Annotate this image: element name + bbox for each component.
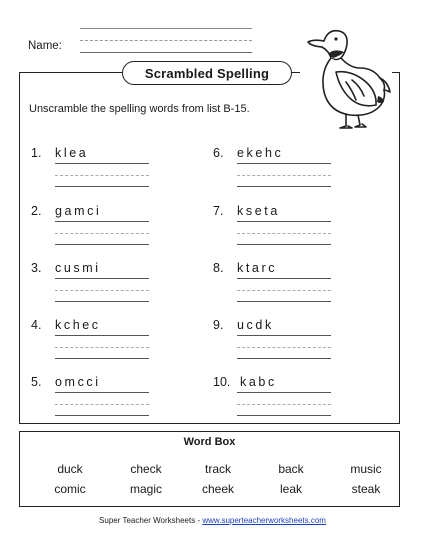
item-number: 10. <box>213 375 231 389</box>
answer-line[interactable] <box>55 221 149 222</box>
answer-line[interactable] <box>55 244 149 245</box>
list-item <box>213 375 373 431</box>
answer-line[interactable] <box>55 278 149 279</box>
list-item <box>213 261 373 317</box>
answer-line[interactable] <box>55 415 149 416</box>
item-number: 9. <box>213 318 224 332</box>
name-label: Name: <box>28 40 62 52</box>
answer-line[interactable] <box>55 301 149 302</box>
word-box-word: track <box>204 462 231 476</box>
list-item <box>31 318 191 374</box>
word-box-word: cheek <box>201 482 235 496</box>
answer-line[interactable] <box>55 358 149 359</box>
answer-guide-line <box>237 233 331 234</box>
answer-guide-line <box>55 175 149 176</box>
answer-line[interactable] <box>55 335 149 336</box>
list-item <box>213 318 373 374</box>
item-number: 7. <box>213 204 224 218</box>
scrambled-word: gamci <box>55 204 102 218</box>
word-box-word: comic <box>54 482 86 496</box>
answer-line[interactable] <box>237 358 331 359</box>
word-box-title: Word Box <box>183 436 236 448</box>
list-item <box>31 375 191 431</box>
answer-guide-line <box>55 404 149 405</box>
answer-guide-line <box>55 290 149 291</box>
answer-line[interactable] <box>237 186 331 187</box>
word-box-word: back <box>278 462 304 476</box>
item-number: 8. <box>213 261 224 275</box>
item-number: 6. <box>213 146 224 160</box>
scrambled-word: kseta <box>237 204 280 218</box>
answer-line[interactable] <box>237 415 331 416</box>
answer-guide-line <box>55 347 149 348</box>
instructions: Unscramble the spelling words from list B-15. <box>29 103 250 115</box>
answer-line[interactable] <box>55 186 149 187</box>
word-box-word: check <box>130 462 162 476</box>
list-item <box>31 261 191 317</box>
answer-guide-line <box>237 347 331 348</box>
item-number: 1. <box>31 146 42 160</box>
item-number: 3. <box>31 261 42 275</box>
word-box-word: music <box>350 462 382 476</box>
list-item <box>31 204 191 260</box>
scrambled-word: omcci <box>55 375 101 389</box>
word-box-word: magic <box>129 482 162 496</box>
name-line-mid <box>80 40 252 41</box>
answer-line[interactable] <box>237 392 331 393</box>
word-box-word: leak <box>279 482 302 496</box>
scrambled-word: ekehc <box>237 146 284 160</box>
answer-guide-line <box>237 290 331 291</box>
scrambled-word: klea <box>55 146 89 160</box>
answer-line[interactable] <box>237 221 331 222</box>
scrambled-word: ktarc <box>237 261 278 275</box>
answer-line[interactable] <box>237 244 331 245</box>
scrambled-word: kabc <box>240 375 277 389</box>
footer-text: Super Teacher Worksheets - <box>99 516 203 525</box>
footer-link[interactable]: www.superteacherworksheets.com <box>202 516 326 525</box>
item-number: 4. <box>31 318 42 332</box>
word-box-word: steak <box>351 482 381 496</box>
item-number: 5. <box>31 375 42 389</box>
scrambled-word: ucdk <box>237 318 274 332</box>
answer-line[interactable] <box>237 163 331 164</box>
worksheet-title-text: Scrambled Spelling <box>144 65 270 81</box>
scrambled-word: cusmi <box>55 261 101 275</box>
footer <box>0 516 425 525</box>
answer-guide-line <box>237 404 331 405</box>
list-item <box>213 146 373 202</box>
answer-guide-line <box>237 175 331 176</box>
answer-line[interactable] <box>55 392 149 393</box>
item-number: 2. <box>31 204 42 218</box>
list-item <box>31 146 191 202</box>
worksheet-title <box>122 61 292 85</box>
answer-line[interactable] <box>55 163 149 164</box>
name-line-top <box>80 28 252 29</box>
word-box-word: duck <box>57 462 83 476</box>
list-item <box>213 204 373 260</box>
answer-line[interactable] <box>237 335 331 336</box>
name-field[interactable] <box>80 52 252 53</box>
scrambled-word: kchec <box>55 318 101 332</box>
title-tick-left <box>110 72 118 73</box>
answer-line[interactable] <box>237 278 331 279</box>
duck-icon <box>300 20 392 138</box>
answer-guide-line <box>55 233 149 234</box>
answer-line[interactable] <box>237 301 331 302</box>
